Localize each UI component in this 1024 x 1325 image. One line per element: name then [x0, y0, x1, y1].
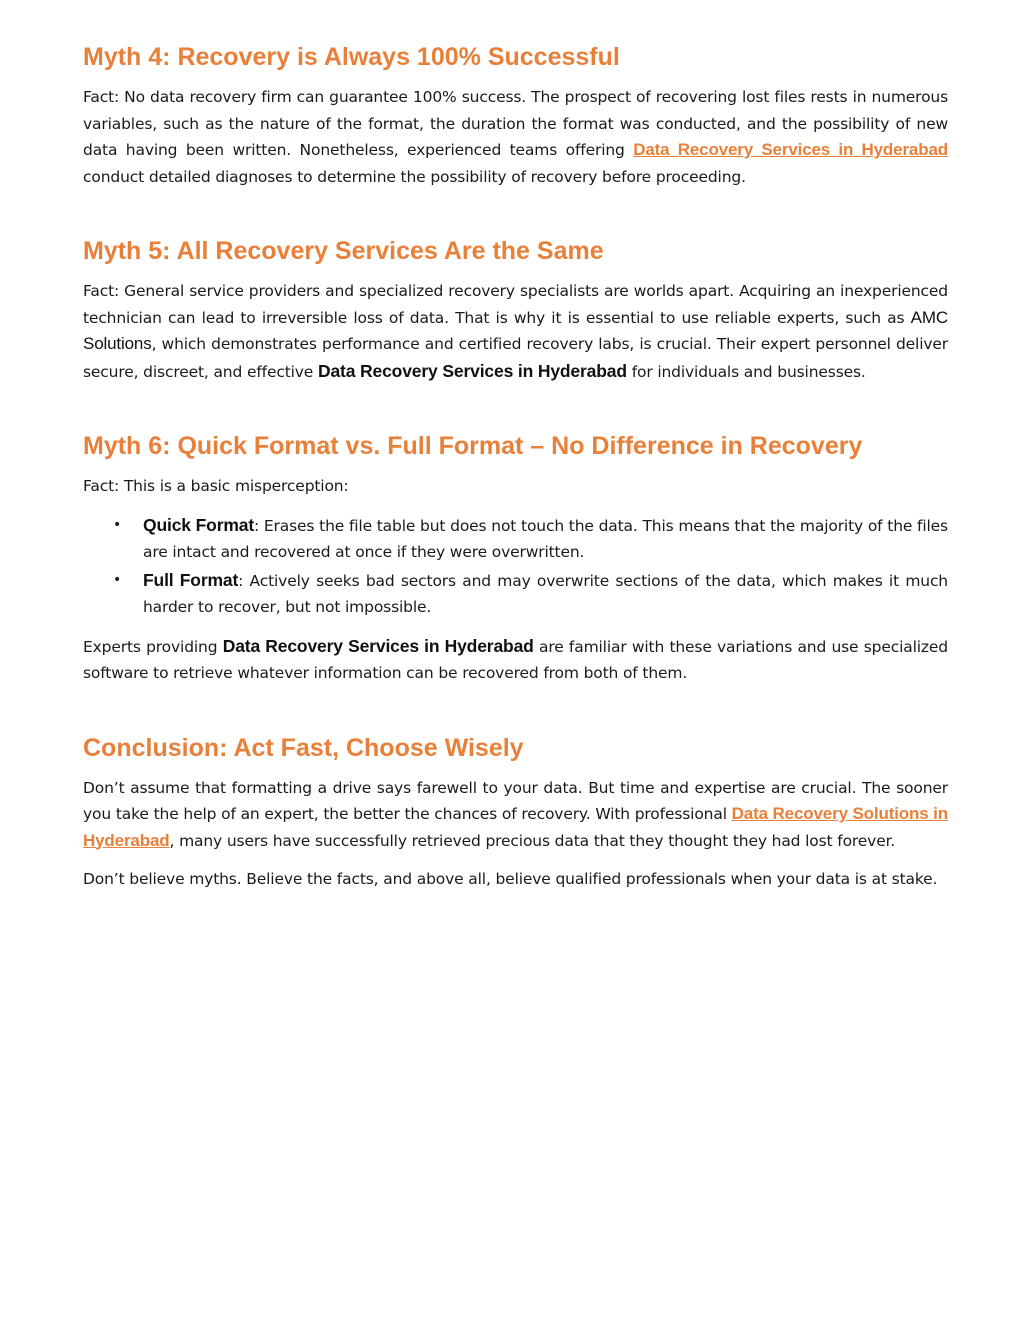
section-myth-4 — [83, 42, 948, 190]
conclusion-text-end: , many users have successfully retrieved precious data that they thought they had lost forever. — [169, 831, 896, 850]
format-list — [83, 512, 948, 621]
myth-6-intro: Fact: This is a basic misperception: — [83, 477, 349, 495]
document-page — [83, 42, 948, 905]
conclusion-text-start: Don’t assume that formatting a drive says farewell to your data. But time and expertise are crucial. The sooner you take the help of an expert, the better the chances of recovery. With professional — [83, 778, 948, 823]
myth-4-paragraph — [83, 84, 948, 190]
myth-6-heading: Myth 6: Quick Format vs. Full Format – No Difference in Recovery — [83, 432, 863, 460]
data-recovery-solutions-link[interactable]: Data Recovery Solutions in Hyderabad — [83, 804, 948, 850]
myth-6-paragraph — [83, 633, 948, 687]
myth-5-text-start: Fact: General service providers and specialized recovery specialists are worlds apart. Acquiring an inexperienced technician can lead to irreversible loss of data. That is why it is essential to use reliable experts, such as — [83, 282, 948, 327]
section-myth-6 — [83, 431, 948, 687]
myth-4-text-start: Fact: No data recovery firm can guarantee 100% success. The prospect of recovering lost files rests in numerous variables, such as the nature of the format, the duration the format was conducted, and the possibility of new data having been written. Nonetheless, experienced teams offering — [83, 88, 948, 159]
myth-5-text-end: for individuals and businesses. — [626, 362, 866, 381]
section-myth-5 — [83, 236, 948, 385]
conclusion-paragraph-2: Don’t believe myths. Believe the facts, and above all, believe qualified professionals when your data is at stake. — [83, 870, 938, 888]
myth-5-text-middle: , which demonstrates performance and certified recovery labs, is crucial. Their expert personnel deliver secure, discreet, and effective — [83, 335, 948, 381]
brand-name: AMC Solutions — [83, 307, 948, 353]
bullet-icon: • — [113, 571, 122, 588]
list-item-quick-format — [113, 512, 948, 566]
myth-5-paragraph — [83, 278, 948, 385]
data-recovery-services-link[interactable]: Data Recovery Services in Hyderabad — [633, 140, 948, 159]
conclusion-heading: Conclusion: Act Fast, Choose Wisely — [83, 733, 524, 762]
myth-6-text-end: are familiar with these variations and use specialized software to retrieve whatever information can be recovered from both of them. — [83, 637, 948, 682]
myth-4-heading: Myth 4: Recovery is Always 100% Successful — [83, 43, 620, 71]
myth-4-text-end: conduct detailed diagnoses to determine the possibility of recovery before proceeding. — [83, 167, 746, 186]
list-term: Full Format — [143, 569, 239, 590]
section-conclusion — [83, 733, 948, 893]
myth-5-heading: Myth 5: All Recovery Services Are the Same — [83, 237, 604, 265]
list-item-full-format — [113, 567, 948, 621]
conclusion-paragraph-1 — [83, 775, 948, 855]
keyword-bold: Data Recovery Services in Hyderabad — [222, 635, 534, 656]
myth-6-text-start: Experts providing — [83, 637, 223, 656]
list-term: Quick Format — [143, 514, 255, 535]
bullet-icon: • — [113, 516, 122, 533]
list-text: : Erases the file table but does not touch the data. This means that the majority of the files are intact and recovered at once if they were overwritten. — [143, 516, 948, 561]
keyword-bold: Data Recovery Services in Hyderabad — [317, 360, 627, 381]
list-text: : Actively seeks bad sectors and may overwrite sections of the data, which makes it much harder to recover, but not impossible. — [143, 571, 948, 616]
